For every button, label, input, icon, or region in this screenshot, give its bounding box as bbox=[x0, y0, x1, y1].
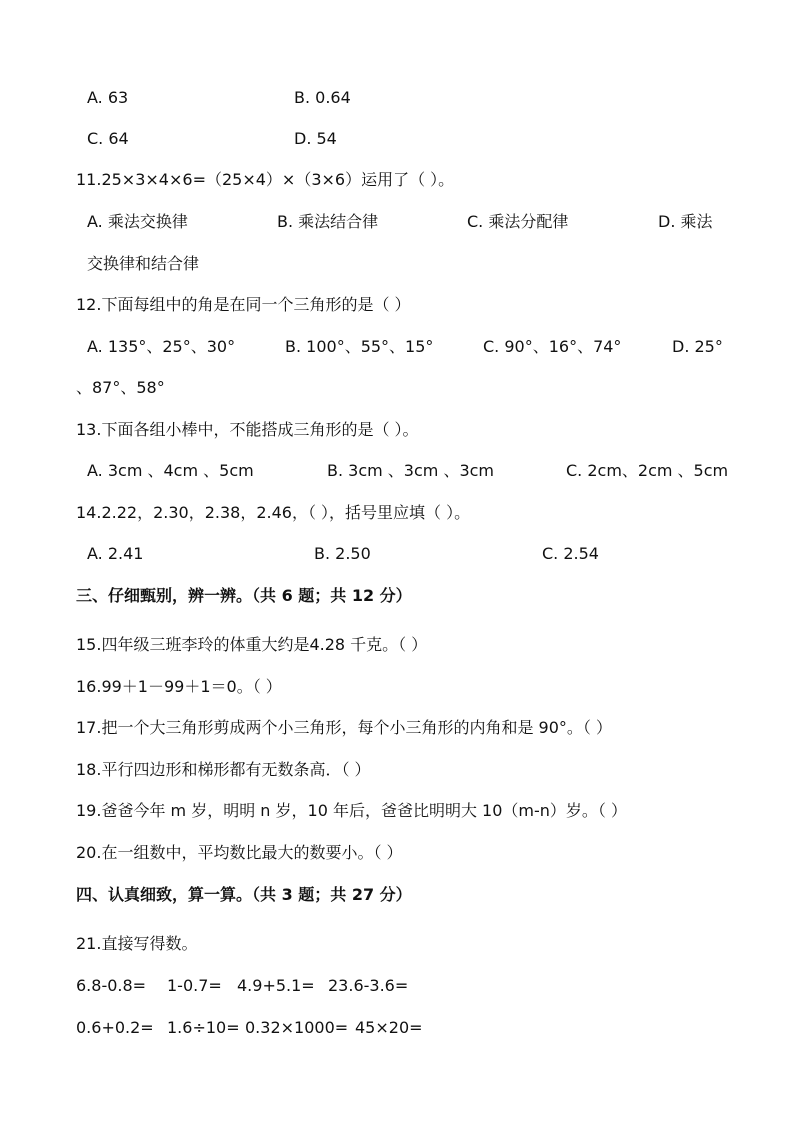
section-4-heading: 四、认真细致，算一算。（共 3 题；共 27 分） bbox=[76, 885, 412, 904]
question-16: 16.99＋1－99＋1＝0。（ ） bbox=[76, 677, 282, 696]
question-20: 20.在一组数中，平均数比最大的数要小。（ ） bbox=[76, 843, 403, 862]
q13-option-b: B. 3cm 、3cm 、3cm bbox=[327, 461, 495, 480]
q21-row1-item: 4.9+5.1= bbox=[237, 976, 315, 995]
q12-stem: 12.下面每组中的角是在同一个三角形的是（ ） bbox=[76, 295, 411, 314]
q13-option-c: C. 2cm、2cm 、5cm bbox=[566, 461, 729, 480]
q21-row2-item: 0.32×1000= bbox=[245, 1018, 349, 1037]
question-17: 17.把一个大三角形剪成两个小三角形，每个小三角形的内角和是 90°。（ ） bbox=[76, 718, 612, 737]
q14-option-a: A. 2.41 bbox=[87, 544, 144, 563]
q21-row1-item: 6.8-0.8= bbox=[76, 976, 147, 995]
q21-row2-item: 0.6+0.2= bbox=[76, 1018, 154, 1037]
q11-option-d: D. 乘法 bbox=[658, 212, 713, 231]
q21-stem: 21.直接写得数。 bbox=[76, 934, 198, 953]
q14-option-c: C. 2.54 bbox=[542, 544, 599, 563]
q21-row1-item: 1-0.7= bbox=[167, 976, 222, 995]
q12-option-a: A. 135°、25°、30° bbox=[87, 337, 236, 356]
question-19: 19.爸爸今年 m 岁，明明 n 岁，10 年后，爸爸比明明大 10（m-n）岁。（ ） bbox=[76, 801, 627, 820]
q11-option-a: A. 乘法交换律 bbox=[87, 212, 188, 231]
q10-option-b: B. 0.64 bbox=[294, 88, 351, 107]
q21-row1-item: 23.6-3.6= bbox=[328, 976, 409, 995]
q13-stem: 13.下面各组小棒中，不能搭成三角形的是（ ）。 bbox=[76, 420, 419, 439]
q10-option-d: D. 54 bbox=[294, 129, 337, 148]
q11-option-c: C. 乘法分配律 bbox=[467, 212, 569, 231]
section-3-heading: 三、仔细甄别，辨一辨。（共 6 题；共 12 分） bbox=[76, 586, 412, 605]
q21-row2-item: 1.6÷10= bbox=[167, 1018, 240, 1037]
q13-option-a: A. 3cm 、4cm 、5cm bbox=[87, 461, 254, 480]
q11-option-d-continued: 交换律和结合律 bbox=[87, 254, 200, 273]
q12-option-c: C. 90°、16°、74° bbox=[483, 337, 622, 356]
q11-stem: 11.25×3×4×6=（25×4）×（3×6）运用了（ ）。 bbox=[76, 170, 455, 189]
q21-row2-item: 45×20= bbox=[355, 1018, 423, 1037]
question-18: 18.平行四边形和梯形都有无数条高．（ ） bbox=[76, 760, 371, 779]
q12-option-d-continued: 、87°、58° bbox=[76, 378, 165, 397]
q11-option-b: B. 乘法结合律 bbox=[277, 212, 379, 231]
q14-option-b: B. 2.50 bbox=[314, 544, 371, 563]
q12-option-b: B. 100°、55°、15° bbox=[285, 337, 434, 356]
q12-option-d: D. 25° bbox=[672, 337, 723, 356]
question-15: 15.四年级三班李玲的体重大约是4.28 千克。（ ） bbox=[76, 635, 428, 654]
q14-stem: 14.2.22，2.30，2.38，2.46，（ ），括号里应填（ ）。 bbox=[76, 503, 471, 522]
q10-option-c: C. 64 bbox=[87, 129, 129, 148]
q10-option-a: A. 63 bbox=[87, 88, 129, 107]
